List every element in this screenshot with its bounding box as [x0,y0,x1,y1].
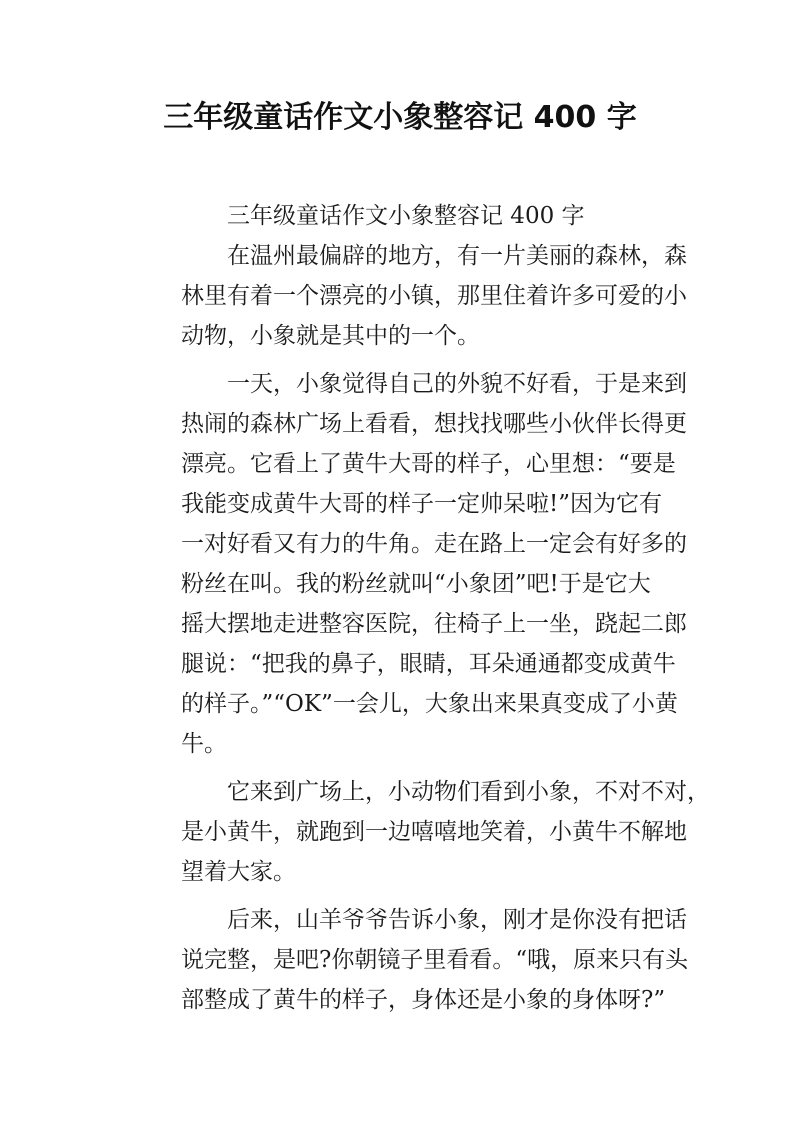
document-title: 三年级童话作文小象整容记 400 字 [163,100,637,135]
text-line: 一天，小象觉得自己的外貌不好看，于是来到 [227,371,687,397]
text-line: 它来到广场上，小动物们看到小象，不对不对， [227,779,710,805]
paragraph-2 [135,364,687,764]
document-body [135,196,710,1028]
paragraph-subtitle [135,196,670,236]
text-line: 的样子。”“OK”一会儿，大象出来果真变成了小黄 [181,691,678,717]
text-line: 粉丝在叫。我的粉丝就叫“小象团”吧!于是它大 [181,571,651,597]
text-line: 说完整，是吧?你朝镜子里看看。“哦，原来只有头 [181,947,689,973]
text-line: 热闹的森林广场上看看，想找找哪些小伙伴长得更 [181,411,687,437]
text-line: 在温州最偏辟的地方，有一片美丽的森林，森 [227,243,687,269]
text-line: 动物，小象就是其中的一个。 [181,323,480,349]
paragraph-3 [135,772,710,892]
text-line: 我能变成黄牛大哥的样子一定帅呆啦!”因为它有 [181,491,663,517]
paragraph-4 [135,900,689,1020]
text-line: 腿说：“把我的鼻子，眼睛，耳朵通通都变成黄牛 [181,651,676,677]
text-line: 部整成了黄牛的样子，身体还是小象的身体呀?” [181,987,666,1013]
text-line: 三年级童话作文小象整容记 400 字 [227,203,585,229]
text-line: 林里有着一个漂亮的小镇，那里住着许多可爱的小 [181,283,687,309]
text-line: 是小黄牛，就跑到一边嘻嘻地笑着，小黄牛不解地 [181,819,687,845]
text-line: 一对好看又有力的牛角。走在路上一定会有好多的 [181,531,687,557]
text-line: 摇大摆地走进整容医院，往椅子上一坐，跷起二郎 [181,611,687,637]
text-line: 后来，山羊爷爷告诉小象，刚才是你没有把话 [227,907,687,933]
text-line: 牛。 [181,731,227,757]
paragraph-1 [135,236,687,356]
text-line: 漂亮。它看上了黄牛大哥的样子，心里想：“要是 [181,451,676,477]
text-line: 望着大家。 [181,859,296,885]
